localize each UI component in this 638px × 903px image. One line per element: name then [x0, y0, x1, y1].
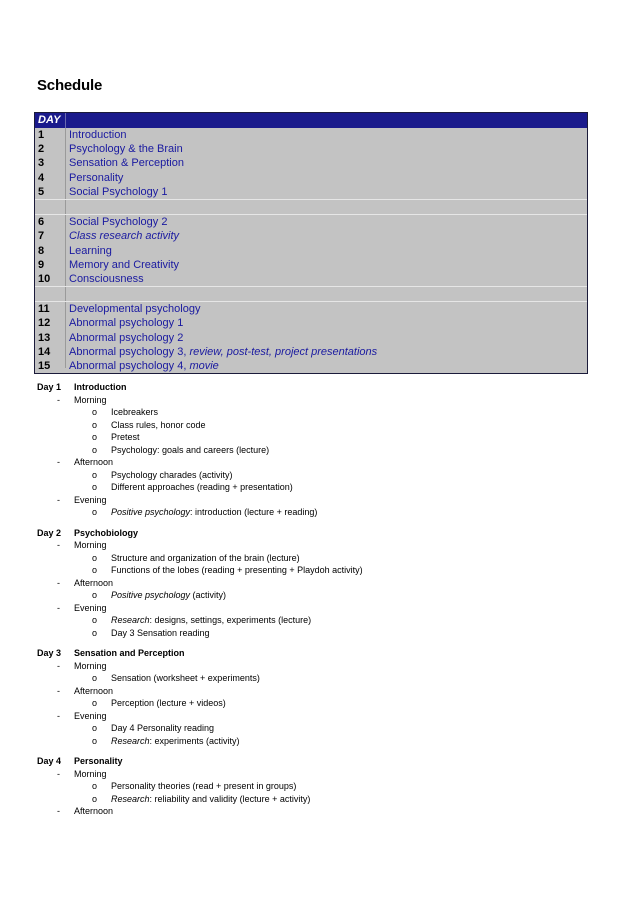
table-row: 6 Social Psychology 2	[38, 216, 168, 229]
table-row: 12 Abnormal psychology 1	[38, 317, 184, 330]
list-item: - Evening	[57, 602, 107, 613]
list-item: o Day 3 Sensation reading	[92, 627, 210, 638]
list-item: o Positive psychology: introduction (lecture + reading)	[92, 507, 318, 517]
page-title: Schedule	[37, 77, 103, 94]
header-day: DAY	[38, 114, 61, 126]
list-item: o Day 4 Personality reading	[92, 723, 215, 733]
list-item: - Morning	[57, 540, 107, 550]
list-item: o Research: designs, settings, experiments (lecture)	[92, 615, 312, 625]
table-row: 8 Learning	[38, 244, 112, 257]
list-item: o Pretest	[92, 432, 140, 442]
table-row: 4 Personality	[38, 171, 124, 184]
list-item: o Personality theories (read + present in groups)	[92, 781, 297, 791]
table-row: 14 Abnormal psychology 3, review, post-test, project presentations	[38, 345, 378, 358]
list-item: - Evening	[57, 710, 107, 721]
table-spacer-row	[35, 286, 587, 302]
table-row: 3 Sensation & Perception	[38, 157, 184, 170]
list-item: o Psychology charades (activity)	[92, 469, 233, 480]
table-row: 10 Consciousness	[38, 272, 144, 285]
table-row: 15 Abnormal psychology 4, movie	[38, 360, 219, 372]
list-item: o Sensation (worksheet + experiments)	[92, 673, 260, 683]
list-item: - Morning	[57, 660, 107, 671]
list-item: - Morning	[57, 394, 107, 405]
list-item: - Morning	[57, 768, 107, 779]
list-item: - Afternoon	[57, 685, 114, 696]
list-item: o Structure and organization of the brain (lecture)	[92, 552, 300, 563]
table-row: 9 Memory and Creativity	[38, 258, 180, 271]
list-item: - Afternoon	[57, 457, 114, 467]
table-row: 11 Developmental psychology	[38, 303, 201, 316]
list-item: o Positive psychology (activity)	[92, 590, 227, 600]
day-outline	[37, 381, 597, 818]
day-heading: Day 1 Introduction	[37, 382, 127, 392]
list-item: - Afternoon	[57, 806, 114, 816]
list-item: o Different approaches (reading + presentation)	[92, 482, 293, 492]
table-spacer-row	[35, 199, 587, 215]
table-header	[35, 113, 587, 128]
schedule-table	[34, 112, 588, 374]
table-row: 7 Class research activity	[38, 230, 180, 243]
table-row: 2 Psychology & the Brain	[38, 143, 183, 156]
list-item: o Research: experiments (activity)	[92, 735, 240, 746]
list-item: - Afternoon	[57, 577, 114, 588]
list-item: o Functions of the lobes (reading + presenting + Playdoh activity)	[92, 565, 363, 575]
day-heading: Day 3 Sensation and Perception	[37, 648, 185, 658]
list-item: o Research: reliability and validity (lecture + activity)	[92, 793, 311, 804]
day-heading: Day 2 Psychobiology	[37, 527, 139, 538]
list-item: - Evening	[57, 494, 107, 505]
list-item: o Icebreakers	[92, 407, 159, 417]
list-item: o Psychology: goals and careers (lecture)	[92, 444, 270, 455]
day-heading: Day 4 Personality	[37, 756, 123, 766]
list-item: o Class rules, honor code	[92, 419, 206, 430]
table-row: 13 Abnormal psychology 2	[38, 331, 184, 344]
list-item: o Perception (lecture + videos)	[92, 698, 226, 708]
table-row: 1 Introduction	[38, 129, 127, 141]
table-row: 5 Social Psychology 1	[38, 185, 168, 198]
